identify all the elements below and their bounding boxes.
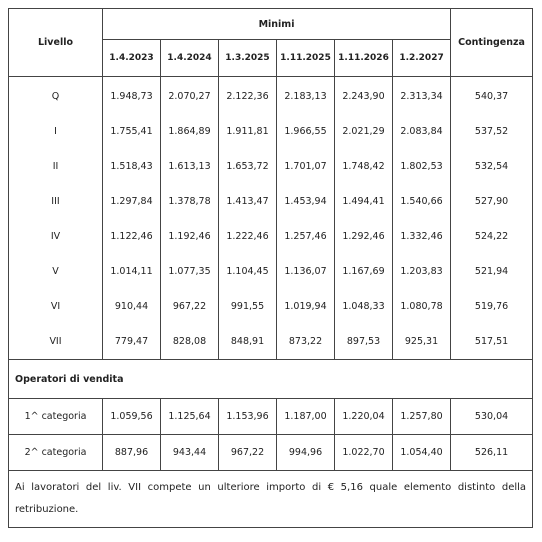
value-cell: 1.748,42	[335, 149, 393, 184]
table-row	[9, 399, 533, 435]
operatori-title: Operatori di vendita	[9, 360, 533, 399]
value-cell: 1.136,07	[277, 254, 335, 289]
value-cell: 943,44	[161, 435, 219, 471]
salary-table-container	[8, 8, 532, 528]
value-cell: 1.755,41	[103, 114, 161, 149]
header-contingenza: Contingenza	[451, 9, 533, 77]
row-label: 1^ categoria	[9, 399, 103, 435]
value-cell: 1.122,46	[103, 219, 161, 254]
table-row	[9, 289, 533, 324]
value-cell: 1.494,41	[335, 184, 393, 219]
value-cell: 2.313,34	[393, 77, 451, 115]
value-cell: 1.911,81	[219, 114, 277, 149]
value-cell: 1.453,94	[277, 184, 335, 219]
table-row	[9, 114, 533, 149]
row-label: 2^ categoria	[9, 435, 103, 471]
levels-body	[9, 77, 533, 360]
value-cell: 1.292,46	[335, 219, 393, 254]
value-cell: 1.192,46	[161, 219, 219, 254]
row-label: IV	[9, 219, 103, 254]
value-cell: 1.653,72	[219, 149, 277, 184]
value-cell: 1.019,94	[277, 289, 335, 324]
value-cell: 1.220,04	[335, 399, 393, 435]
value-cell: 2.243,90	[335, 77, 393, 115]
value-cell: 967,22	[161, 289, 219, 324]
value-cell: 1.378,78	[161, 184, 219, 219]
value-cell: 1.104,45	[219, 254, 277, 289]
contingenza-cell: 521,94	[451, 254, 533, 289]
table-row	[9, 324, 533, 360]
note-text: Ai lavoratori del liv. VII compete un ulteriore importo di € 5,16 quale elemento distinto della retribuzione.	[9, 471, 533, 528]
table-row	[9, 77, 533, 115]
value-cell: 1.080,78	[393, 289, 451, 324]
value-cell: 887,96	[103, 435, 161, 471]
value-cell: 1.540,66	[393, 184, 451, 219]
operatori-body	[9, 399, 533, 471]
row-label: II	[9, 149, 103, 184]
value-cell: 1.203,83	[393, 254, 451, 289]
contingenza-cell: 537,52	[451, 114, 533, 149]
value-cell: 1.297,84	[103, 184, 161, 219]
value-cell: 1.948,73	[103, 77, 161, 115]
contingenza-cell: 527,90	[451, 184, 533, 219]
table-row	[9, 149, 533, 184]
value-cell: 2.021,29	[335, 114, 393, 149]
contingenza-cell: 517,51	[451, 324, 533, 360]
salary-table	[8, 8, 533, 528]
value-cell: 897,53	[335, 324, 393, 360]
table-row	[9, 435, 533, 471]
contingenza-cell: 519,76	[451, 289, 533, 324]
header-date: 1.4.2024	[161, 40, 219, 77]
value-cell: 1.413,47	[219, 184, 277, 219]
header-date: 1.4.2023	[103, 40, 161, 77]
value-cell: 1.167,69	[335, 254, 393, 289]
header-date: 1.11.2026	[335, 40, 393, 77]
table-row	[9, 184, 533, 219]
value-cell: 2.070,27	[161, 77, 219, 115]
header-minimi: Minimi	[103, 9, 451, 40]
value-cell: 1.257,46	[277, 219, 335, 254]
value-cell: 1.125,64	[161, 399, 219, 435]
value-cell: 1.222,46	[219, 219, 277, 254]
contingenza-cell: 540,37	[451, 77, 533, 115]
value-cell: 779,47	[103, 324, 161, 360]
table-row	[9, 219, 533, 254]
value-cell: 1.153,96	[219, 399, 277, 435]
value-cell: 910,44	[103, 289, 161, 324]
header-date: 1.2.2027	[393, 40, 451, 77]
value-cell: 1.059,56	[103, 399, 161, 435]
row-label: VII	[9, 324, 103, 360]
value-cell: 1.864,89	[161, 114, 219, 149]
header-date: 1.11.2025	[277, 40, 335, 77]
value-cell: 925,31	[393, 324, 451, 360]
row-label: V	[9, 254, 103, 289]
value-cell: 1.701,07	[277, 149, 335, 184]
value-cell: 2.122,36	[219, 77, 277, 115]
value-cell: 828,08	[161, 324, 219, 360]
value-cell: 1.022,70	[335, 435, 393, 471]
value-cell: 873,22	[277, 324, 335, 360]
value-cell: 1.613,13	[161, 149, 219, 184]
value-cell: 2.183,13	[277, 77, 335, 115]
contingenza-cell: 524,22	[451, 219, 533, 254]
value-cell: 994,96	[277, 435, 335, 471]
value-cell: 1.048,33	[335, 289, 393, 324]
row-label: VI	[9, 289, 103, 324]
value-cell: 1.187,00	[277, 399, 335, 435]
contingenza-cell: 530,04	[451, 399, 533, 435]
row-label: Q	[9, 77, 103, 115]
header-date: 1.3.2025	[219, 40, 277, 77]
value-cell: 1.966,55	[277, 114, 335, 149]
value-cell: 967,22	[219, 435, 277, 471]
value-cell: 848,91	[219, 324, 277, 360]
value-cell: 1.257,80	[393, 399, 451, 435]
table-row	[9, 254, 533, 289]
value-cell: 1.332,46	[393, 219, 451, 254]
value-cell: 1.054,40	[393, 435, 451, 471]
row-label: III	[9, 184, 103, 219]
row-label: I	[9, 114, 103, 149]
header-livello: Livello	[9, 9, 103, 77]
value-cell: 1.518,43	[103, 149, 161, 184]
value-cell: 1.802,53	[393, 149, 451, 184]
contingenza-cell: 532,54	[451, 149, 533, 184]
value-cell: 1.014,11	[103, 254, 161, 289]
value-cell: 1.077,35	[161, 254, 219, 289]
contingenza-cell: 526,11	[451, 435, 533, 471]
value-cell: 991,55	[219, 289, 277, 324]
value-cell: 2.083,84	[393, 114, 451, 149]
